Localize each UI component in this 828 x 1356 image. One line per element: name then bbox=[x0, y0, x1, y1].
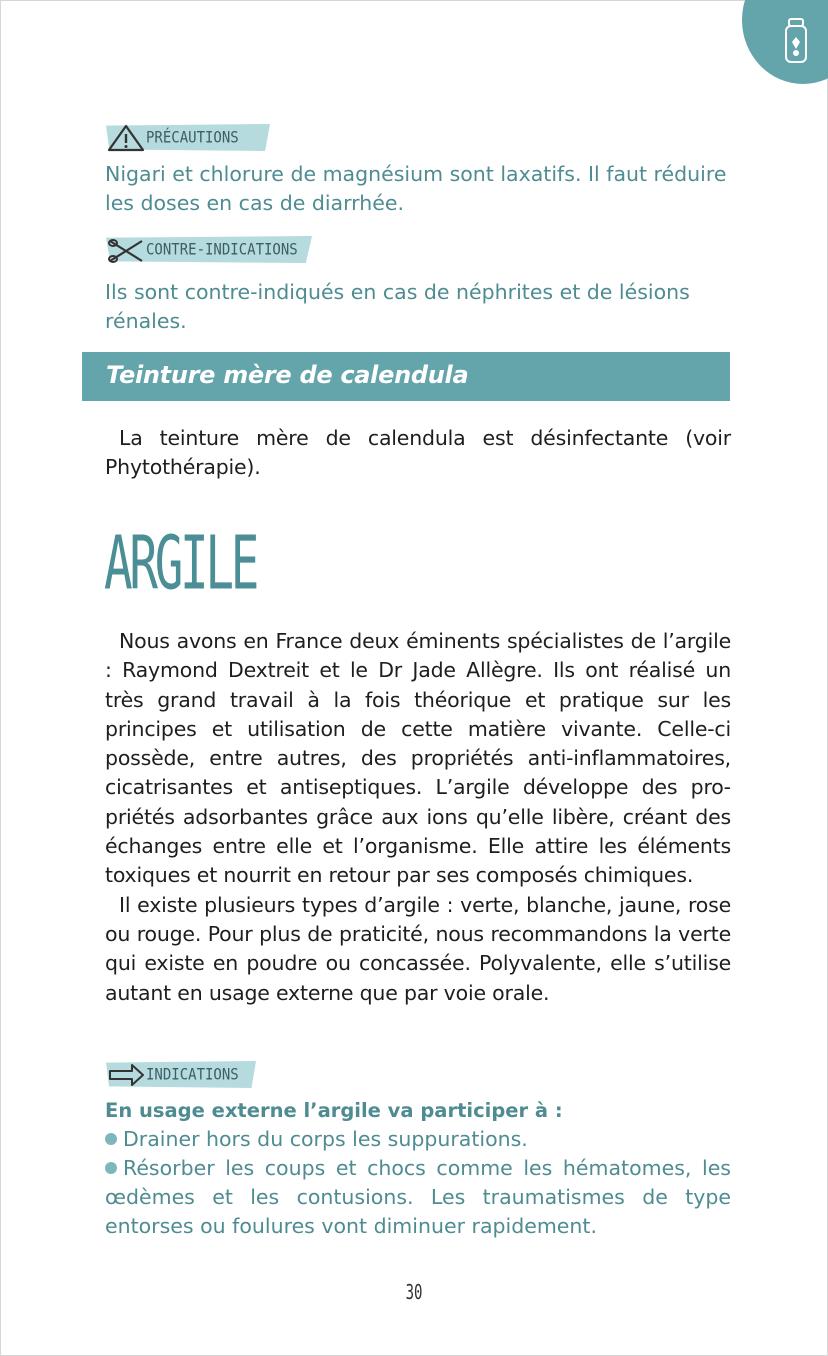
list-item bbox=[105, 1154, 731, 1241]
contre-indications-label: CONTRE-INDICATIONS bbox=[146, 240, 298, 260]
paragraph: La teinture mère de calendula est désinfectante (voir Phytothérapie). bbox=[105, 426, 731, 480]
paragraph: Il existe plusieurs types d’argile : verte, blanche, jaune, rose ou rouge. Pour plus de praticité, nous recommandons la verte qui existe en poudre ou concassée. Polyvalente, elle s’utilise autant en usage externe que par voie orale. bbox=[105, 892, 731, 1005]
contre-indications-tag bbox=[106, 234, 298, 266]
indications-tag bbox=[106, 1059, 239, 1091]
crossed-scissors-icon bbox=[106, 235, 146, 265]
precautions-label: PRÉCAUTIONS bbox=[146, 128, 239, 148]
indications-label: INDICATIONS bbox=[146, 1065, 239, 1085]
list-item bbox=[105, 1125, 731, 1154]
bullet-icon bbox=[105, 1162, 117, 1174]
list-item-text: Résorber les coups et chocs comme les hématomes, les œdèmes et les contusions. Les traumatismes de type entorses ou foulures vont diminuer rapidement. bbox=[105, 1156, 731, 1238]
precautions-tag bbox=[106, 122, 239, 154]
list-item-text: Drainer hors du corps les suppurations. bbox=[123, 1127, 528, 1151]
paragraph: Nous avons en France deux éminents spécialistes de l’argile : Raymond Dextreit et le Dr Jade Allègre. Ils ont réalisé un très grand travail à la fois théorique et pratique sur les principes et utilisation de cette matière vivante. Celle-ci possède, entre autres, des propriétés anti-inflammatoires, cicatrisantes et antiseptiques. L’argile développe des propriétés adsorbantes grâce aux ions qu’elle libère, créant des échanges entre elle et l’organisme. Elle attire les éléments toxiques et nourrit en retour par ses composés chimiques. bbox=[105, 629, 731, 888]
bullet-icon bbox=[105, 1133, 117, 1145]
calendula-paragraph bbox=[105, 424, 731, 483]
jar-icon bbox=[784, 18, 808, 64]
arrow-right-icon bbox=[106, 1060, 146, 1090]
precautions-text: Nigari et chlorure de magnésium sont laxatifs. Il faut réduire les doses en cas de diarrhée. bbox=[105, 162, 727, 215]
chapter-body bbox=[105, 627, 731, 1008]
section-header-bar bbox=[82, 352, 730, 401]
indications-heading: En usage externe l’argile va participer à : bbox=[105, 1099, 563, 1122]
page-number: 30 bbox=[405, 1280, 423, 1304]
section-title: Teinture mère de calendula bbox=[106, 361, 469, 389]
chapter-title: ARGILE bbox=[104, 519, 257, 607]
indications-block bbox=[105, 1096, 731, 1241]
warning-triangle-icon bbox=[106, 123, 146, 153]
contre-indications-text: Ils sont contre-indiqués en cas de néphrites et de lésions rénales. bbox=[105, 280, 690, 333]
